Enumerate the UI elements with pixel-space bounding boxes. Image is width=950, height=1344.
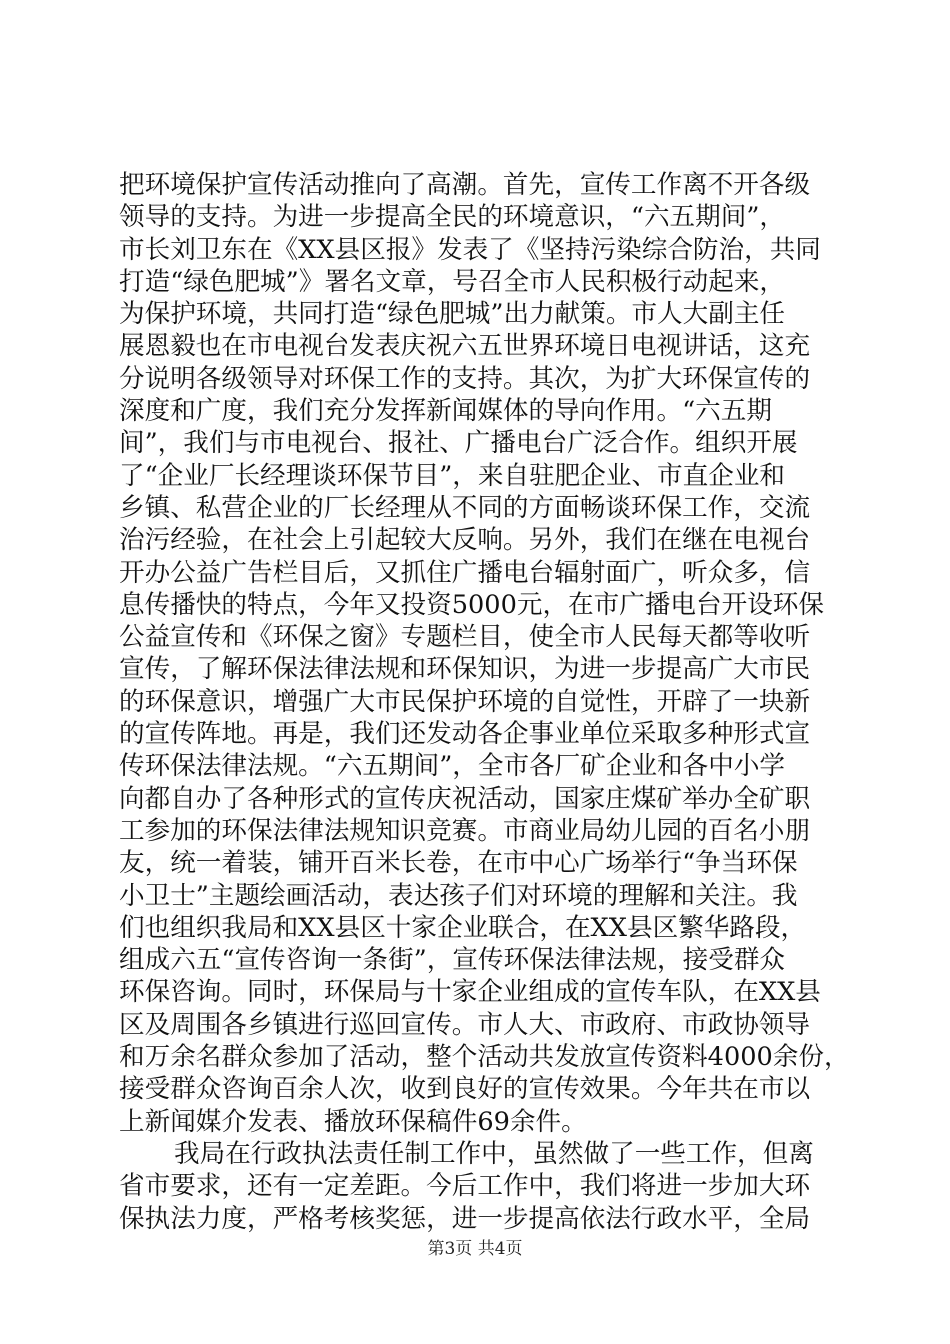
page-number-label: 第3页 共4页: [427, 1239, 523, 1259]
text-line: 公益宣传和《环保之窗》专题栏目，使全市人民每天都等收听: [119, 622, 811, 653]
text-line: 领导的支持。为进一步提高全民的环境意识，“六五期间”，: [119, 202, 786, 233]
text-line: 友，统一着装，铺开百米长卷，在市中心广场举行“争当环保: [119, 848, 798, 879]
text-line: 保执法力度，严格考核奖惩，进一步提高依法行政水平，全局: [119, 1203, 811, 1234]
text-line: 打造“绿色肥城”》署名文章，号召全市人民积极行动起来，: [119, 266, 786, 297]
text-line: 展恩毅也在市电视台发表庆祝六五世界环境日电视讲话，这充: [119, 331, 811, 362]
text-line: 宣传，了解环保法律法规和环保知识，为进一步提高广大市民: [119, 654, 811, 685]
text-line: 省市要求，还有一定差距。今后工作中，我们将进一步加大环: [119, 1171, 811, 1202]
text-line: 把环境保护宣传活动推向了高潮。首先，宣传工作离不开各级: [119, 170, 811, 200]
text-line: 市长刘卫东在《XX县区报》发表了《坚持污染综合防治，共同: [119, 234, 821, 265]
text-line: 工参加的环保法律法规知识竞赛。市商业局幼儿园的百名小朋: [119, 815, 811, 846]
text-line: 传环保法律法规。“六五期间”，全市各厂矿企业和各中小学: [119, 751, 786, 782]
text-line: 我局在行政执法责任制工作中，虽然做了一些工作，但离: [174, 1138, 814, 1169]
text-line: 组成六五“宣传咨询一条街”，宣传环保法律法规，接受群众: [119, 945, 786, 976]
text-line: 的宣传阵地。再是，我们还发动各企事业单位采取多种形式宣: [119, 719, 811, 750]
text-line: 间”，我们与市电视台、报社、广播电台广泛合作。组织开展: [119, 428, 798, 459]
text-line: 区及周围各乡镇进行巡回宣传。市人大、市政府、市政协领导: [119, 1009, 811, 1040]
text-line: 乡镇、私营企业的厂长经理从不同的方面畅谈环保工作，交流: [119, 492, 811, 523]
text-line: 上新闻媒介发表、播放环保稿件69余件。: [119, 1106, 587, 1137]
text-line: 小卫士”主题绘画活动，表达孩子们对环境的理解和关注。我: [119, 880, 798, 911]
text-line: 治污经验，在社会上引起较大反响。另外，我们在继在电视台: [119, 525, 811, 556]
text-line: 接受群众咨询百余人次，收到良好的宣传效果。今年共在市以: [119, 1074, 811, 1105]
text-line: 开办公益广告栏目后，又抓住广播电台辐射面广，听众多，信: [119, 557, 811, 588]
text-line: 息传播快的特点，今年又投资5000元，在市广播电台开设环保: [119, 589, 824, 620]
text-line: 向都自办了各种形式的宣传庆祝活动，国家庄煤矿举办全矿职: [119, 783, 811, 814]
text-line: 环保咨询。同时，环保局与十家企业组成的宣传车队，在XX县: [119, 977, 821, 1008]
text-line: 为保护环境，共同打造“绿色肥城”出力献策。市人大副主任: [119, 299, 786, 330]
text-line: 的环保意识，增强广大市民保护环境的自觉性，开辟了一块新: [119, 686, 811, 717]
page-footer: [0, 1238, 950, 1260]
text-line: 分说明各级领导对环保工作的支持。其次，为扩大环保宣传的: [119, 363, 811, 394]
text-line: 深度和广度，我们充分发挥新闻媒体的导向作用。“六五期: [119, 396, 772, 427]
text-line: 了“企业厂长经理谈环保节目”，来自驻肥企业、市直企业和: [119, 460, 786, 491]
text-line: 和万余名群众参加了活动，整个活动共发放宣传资料4000余份，: [119, 1042, 850, 1073]
text-line: 们也组织我局和XX县区十家企业联合，在XX县区繁华路段，: [119, 912, 807, 943]
document-body: [119, 169, 850, 1235]
